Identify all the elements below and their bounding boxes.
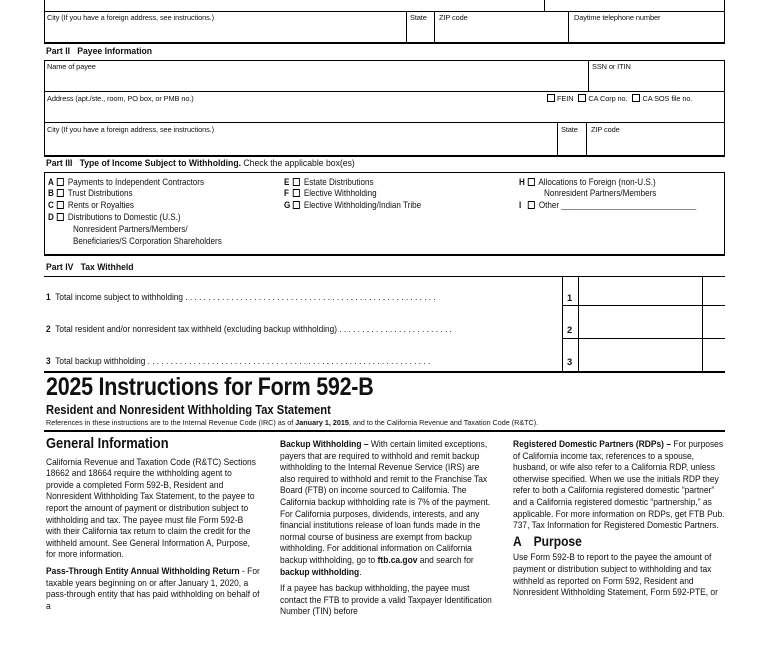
option-letter: B xyxy=(48,188,54,198)
search-term: backup withholding xyxy=(280,565,360,577)
references-note xyxy=(46,418,538,427)
divider xyxy=(568,11,569,43)
part-iii-number: Part III xyxy=(46,158,73,169)
option-label: Distributions to Domestic (U.S.) xyxy=(67,212,181,222)
checkbox-h[interactable] xyxy=(528,178,535,186)
checkbox-i[interactable] xyxy=(528,201,535,209)
section-title: Purpose xyxy=(533,532,582,549)
part-iii-instruction: Check the applicable box(es) xyxy=(243,158,355,169)
part-iv-title: Tax Withheld xyxy=(80,262,134,273)
purpose-text: Use Form 592-B to report to the payee the amount of payment or distribution subject to withholding and tax withheld as reported on Form 592, Resident and Nonresident Withholding Statement, Form 592-PTE, or xyxy=(513,551,718,598)
divider xyxy=(434,11,435,43)
border-left xyxy=(44,60,45,156)
border-right xyxy=(724,60,725,156)
part-iii-heading xyxy=(46,158,355,169)
state-label: State xyxy=(410,13,427,22)
ref-date: January 1, 2015 xyxy=(295,418,349,427)
row-divider xyxy=(44,60,725,61)
line-2-box-number: 2 xyxy=(567,324,573,335)
income-option-h[interactable] xyxy=(519,177,656,188)
pte-text: - For taxable years beginning on or after January 1, 2020, a pass-through entity that has paid withholding on behalf of a xyxy=(46,564,260,611)
ssn-label: SSN or ITIN xyxy=(592,62,631,71)
section-letter: A xyxy=(513,532,522,549)
purpose-heading xyxy=(513,532,698,549)
payee-address-label: Address (apt./ste., room, PO box, or PMB no.) xyxy=(47,94,194,103)
general-information-text: California Revenue and Taxation Code (R&TC) Sections 18662 and 18664 require the withholding agent to provide a completed Form 592-B, Resident and Nonresident Withholding Tax Statement, to the payee to report the amount of payment or distribution subject to withholding and tax. The payee must file Form 592-B with their California tax return to claim the credit for the withheld amount. See General Information A, Purpose, for more information. xyxy=(46,455,256,560)
general-information-heading: General Information xyxy=(46,435,169,452)
rdp-text: For purposes of California income tax, references to a spouse, husband, or wife also refer to a California RDP, unless otherwise specified. When we use the initials RDP they refer to both a California registered domestic “partner” and a California registered domestic “partnership,” as applicable. For more information on RDPs, get FTB Pub. 737, Tax Information for Registered Domestic Partners. xyxy=(513,438,725,531)
ref-prefix: References in these instructions are to the Internal Revenue Code (IRC) as of xyxy=(46,418,296,427)
city-label: City (If you have a foreign address, see instructions.) xyxy=(47,13,215,22)
border-right xyxy=(724,0,725,43)
ref-suffix: , and to the California Revenue and Taxation Code (R&TC). xyxy=(348,418,539,427)
option-label: Estate Distributions xyxy=(303,177,374,187)
income-option-g[interactable] xyxy=(284,200,421,211)
part-iv-heading xyxy=(46,262,134,273)
option-letter: H xyxy=(519,177,525,187)
section-rule xyxy=(44,254,725,256)
border-right xyxy=(724,172,725,255)
payee-zip-label: ZIP code xyxy=(591,125,620,134)
line-3 xyxy=(46,356,430,366)
checkbox-b[interactable] xyxy=(57,189,64,197)
option-label: Payments to Independent Contractors xyxy=(67,177,205,187)
option-d-continued: Beneficiaries/S Corporation Shareholders xyxy=(73,236,222,246)
line-num: 3 xyxy=(46,356,51,366)
tin-paragraph: If a payee has backup withholding, the payee must contact the FTB to provide a valid Taxpayer Identification Number (TIN) before xyxy=(280,582,492,617)
divider xyxy=(557,122,558,156)
line-label: Total resident and/or nonresident tax withheld (excluding backup withholding) . . . . . . . . . . . . . . . . . . . . . . . . . xyxy=(55,324,452,334)
backup-withholding-paragraph xyxy=(280,438,494,577)
line-label: Total income subject to withholding . . . . . . . . . . . . . . . . . . . . . . . . . . . . . . . . . . . . . . . . . . . . . . . . . . . . . . . xyxy=(55,292,436,302)
fein-label: FEIN xyxy=(557,94,574,103)
border-left xyxy=(44,0,45,43)
option-letter: C xyxy=(48,200,54,210)
line-label: Total backup withholding . . . . . . . . . . . . . . . . . . . . . . . . . . . . . . . . . . . . . . . . . . . . . . . . . . . . . . . . . . . . . . xyxy=(55,356,431,366)
divider xyxy=(588,60,589,91)
option-label: Allocations to Foreign (non-U.S.) xyxy=(538,177,656,187)
line-1-box-number: 1 xyxy=(567,292,573,303)
checkbox-e[interactable] xyxy=(293,178,300,186)
instructions-column-1 xyxy=(46,435,261,616)
instructions-title: 2025 Instructions for Form 592-B xyxy=(46,373,374,401)
instructions-column-2 xyxy=(280,438,495,622)
divider xyxy=(406,11,407,43)
cents-col-divider xyxy=(702,276,703,372)
ca-corp-checkbox[interactable] xyxy=(578,94,586,102)
income-option-e[interactable] xyxy=(284,177,374,188)
line-1-amount-field[interactable] xyxy=(579,277,702,305)
checkbox-c[interactable] xyxy=(57,201,64,209)
part-ii-number: Part II xyxy=(46,46,71,57)
payee-state-label: State xyxy=(561,125,578,134)
option-label: Elective Withholding xyxy=(303,188,377,198)
section-rule xyxy=(44,42,725,44)
tin-type-options xyxy=(546,94,692,103)
line-3-box-number: 3 xyxy=(567,356,573,367)
option-letter: E xyxy=(284,177,290,187)
instructions-column-3 xyxy=(513,438,728,603)
row-divider xyxy=(44,91,725,92)
ca-sos-checkbox[interactable] xyxy=(632,94,640,102)
income-option-i[interactable] xyxy=(519,200,696,211)
part-ii-title: Payee Information xyxy=(77,46,153,57)
line-num: 1 xyxy=(46,292,51,302)
line-2 xyxy=(46,324,452,334)
checkbox-f[interactable] xyxy=(293,189,300,197)
rdp-heading: Registered Domestic Partners (RDPs) – xyxy=(513,438,672,449)
income-option-c[interactable] xyxy=(48,200,134,211)
instructions-subtitle: Resident and Nonresident Withholding Tax Statement xyxy=(46,402,331,417)
option-letter: G xyxy=(284,200,291,210)
part-iii-title: Type of Income Subject to Withholding. xyxy=(79,158,242,169)
option-label: Elective Withholding/Indian Tribe xyxy=(303,200,422,210)
line-number-col-left xyxy=(562,276,563,372)
part-iv-number: Part IV xyxy=(46,262,74,273)
payee-city-label: City (If you have a foreign address, see instructions.) xyxy=(47,125,215,134)
backup-withholding-heading: Backup Withholding – xyxy=(280,438,369,449)
income-option-d[interactable] xyxy=(48,212,181,223)
ftb-website-link[interactable]: ftb.ca.gov xyxy=(377,553,418,565)
option-d-continued: Nonresident Partners/Members/ xyxy=(73,224,188,234)
income-option-a[interactable] xyxy=(48,177,204,188)
row-divider xyxy=(44,172,725,173)
checkbox-d[interactable] xyxy=(57,213,64,221)
line-num: 2 xyxy=(46,324,51,334)
option-letter: D xyxy=(48,212,54,222)
option-h-continued: Nonresident Partners/Members xyxy=(544,188,657,198)
option-label: Other ______________________________ xyxy=(538,200,697,210)
border-left xyxy=(44,172,45,255)
fein-checkbox[interactable] xyxy=(547,94,555,102)
checkbox-g[interactable] xyxy=(293,201,300,209)
checkbox-a[interactable] xyxy=(57,178,64,186)
pte-annual-return-paragraph xyxy=(46,565,260,611)
backup-text: With certain limited exceptions, payers that are required to withhold and remit backup withholding to the Internal Revenue Service (IRS) are also required to withhold and remit to the Franchise Tax Board (FTB) on income sourced to California. The California backup withholding rate is 7% of the payment. For California purposes, dividends, interests, and any financial institutions release of loan funds made in the normal course of business are exempt from backup withholding. For additional information on California backup withholding, go to xyxy=(280,438,491,565)
part-ii-heading xyxy=(46,46,152,57)
income-option-f[interactable] xyxy=(284,188,377,199)
line-1 xyxy=(46,292,436,302)
option-letter: A xyxy=(48,177,54,187)
option-letter: I xyxy=(519,200,522,210)
income-option-b[interactable] xyxy=(48,188,133,199)
divider xyxy=(544,0,545,11)
option-label: Rents or Royalties xyxy=(67,200,134,210)
rdp-paragraph xyxy=(513,438,727,531)
title-rule xyxy=(44,430,725,432)
divider xyxy=(586,122,587,156)
row-divider xyxy=(44,122,725,123)
row-divider xyxy=(44,11,725,12)
phone-label: Daytime telephone number xyxy=(574,13,661,22)
zip-label: ZIP code xyxy=(439,13,468,22)
section-rule xyxy=(44,155,725,157)
pte-heading: Pass-Through Entity Annual Withholding Return xyxy=(46,564,240,576)
backup-text: . xyxy=(359,565,362,577)
backup-text: and search for xyxy=(417,553,474,565)
option-label: Trust Distributions xyxy=(67,188,133,198)
ca-sos-label: CA SOS file no. xyxy=(642,94,693,103)
line-2-amount-field[interactable] xyxy=(579,306,702,338)
payee-name-label: Name of payee xyxy=(47,62,96,71)
line-3-amount-field[interactable] xyxy=(579,339,702,371)
option-letter: F xyxy=(284,188,289,198)
ca-corp-label: CA Corp no. xyxy=(588,94,628,103)
